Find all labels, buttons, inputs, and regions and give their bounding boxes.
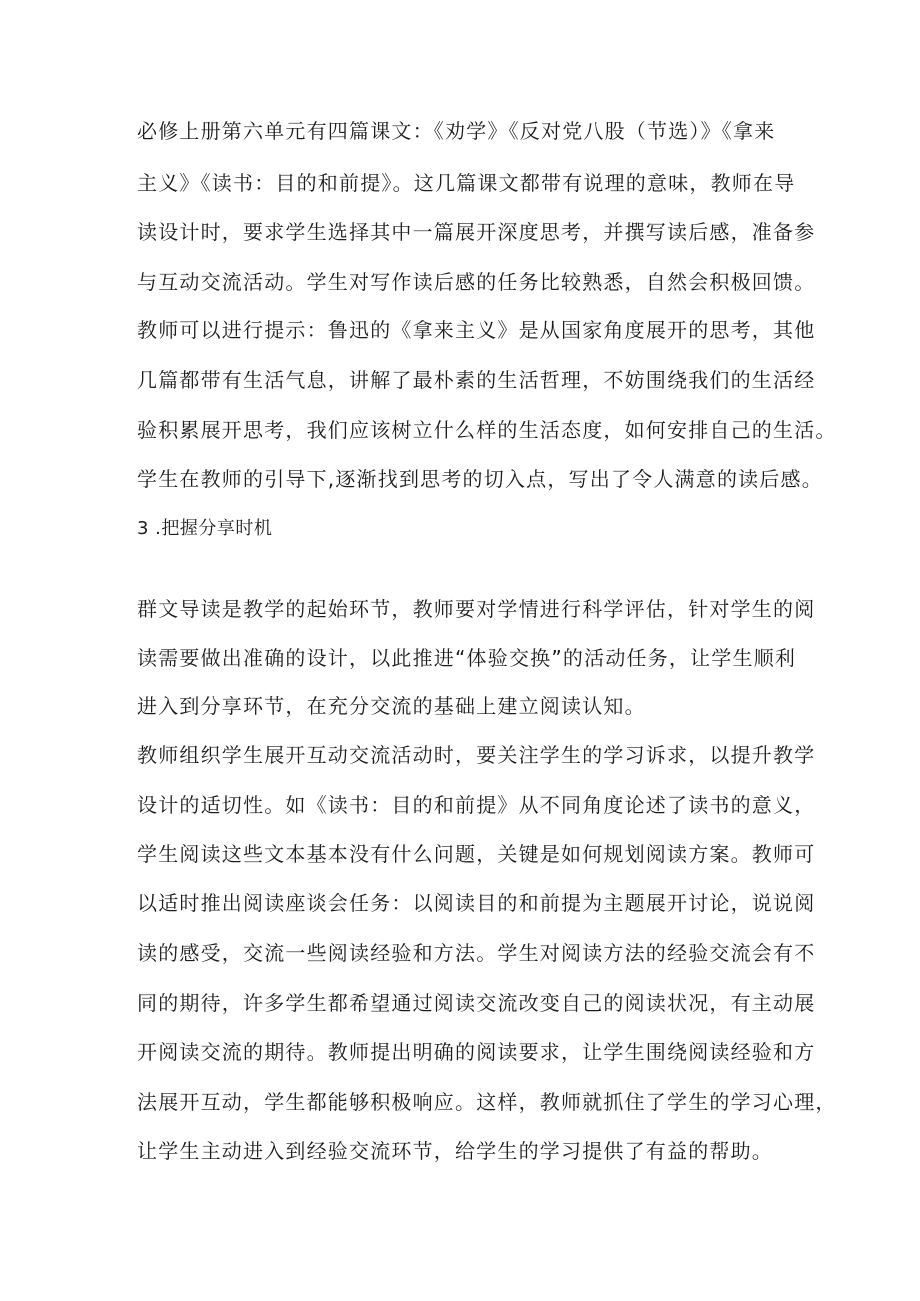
paragraph-4-line-9: 让学生主动进入到经验交流环节，给学生的学习提供了有益的帮助。 [137, 1139, 773, 1163]
paragraph-4-line-2: 设计的适切性。如《读书：目的和前提》从不同角度论述了读书的意义， [137, 793, 816, 817]
paragraph-2-line-2: 几篇都带有生活气息，讲解了最朴素的生活哲理，不妨围绕我们的生活经 [137, 368, 816, 392]
paragraph-4-line-3: 学生阅读这些文本基本没有什么问题，关键是如何规划阅读方案。教师可 [137, 842, 816, 866]
paragraph-2-line-3: 验积累展开思考，我们应该树立什么样的生活态度，如何安排自己的生活。 [137, 418, 837, 442]
paragraph-4-line-6: 同的期待，许多学生都希望通过阅读交流改变自己的阅读状况，有主动展 [137, 991, 816, 1015]
paragraph-3-line-2: 读需要做出准确的设计，以此推进“体验交换”的活动任务，让学生顺利 [137, 646, 797, 670]
paragraph-2-line-1: 教师可以进行提示：鲁迅的《拿来主义》是从国家角度展开的思考，其他 [137, 318, 816, 342]
paragraph-1-line-1: 必修上册第六单元有四篇课文：《劝学》《反对党八股（节选）》《拿来 [137, 119, 776, 143]
paragraph-1-line-2: 主义》《读书：目的和前提》。这几篇课文都带有说理的意味，教师在导 [137, 171, 796, 195]
section-heading: 3 .把握分享时机 [137, 518, 273, 539]
paragraph-1-line-4: 与互动交流活动。学生对写作读后感的任务比较熟悉，自然会积极回馈。 [137, 270, 816, 294]
paragraph-4-line-7: 开阅读交流的期待。教师提出明确的阅读要求，让学生围绕阅读经验和方 [137, 1040, 816, 1064]
paragraph-1-line-3: 读设计时，要求学生选择其中一篇展开深度思考，并撰写读后感，准备参 [137, 220, 816, 244]
paragraph-4-line-1: 教师组织学生展开互动交流活动时，要关注学生的学习诉求，以提升教学 [137, 743, 816, 767]
paragraph-2-line-4: 学生在教师的引导下,逐渐找到思考的切入点，写出了令人满意的读后感。 [137, 467, 823, 491]
paragraph-4-line-4: 以适时推出阅读座谈会任务：以阅读目的和前提为主题展开讨论，说说阅 [137, 891, 816, 915]
paragraph-3-line-1: 群文导读是教学的起始环节，教师要对学情进行科学评估，针对学生的阅 [137, 597, 816, 621]
paragraph-4-line-8: 法展开互动，学生都能够积极响应。这样，教师就抓住了学生的学习心理， [137, 1090, 837, 1114]
paragraph-4-line-5: 读的感受，交流一些阅读经验和方法。学生对阅读方法的经验交流会有不 [137, 941, 816, 965]
paragraph-3-line-3: 进入到分享环节，在充分交流的基础上建立阅读认知。 [137, 694, 646, 718]
